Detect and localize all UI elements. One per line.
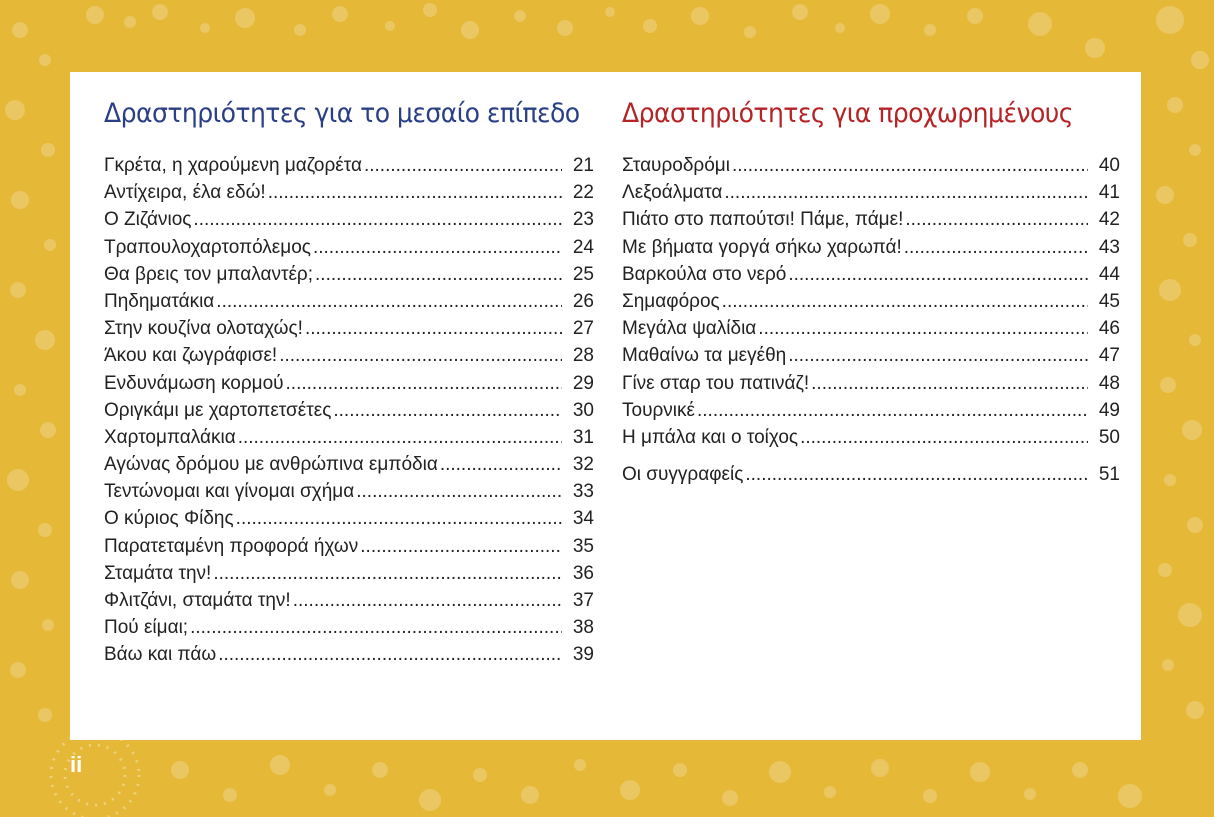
toc-dot-leader (311, 234, 562, 261)
toc-dot-leader (722, 179, 1088, 206)
toc-entry (104, 234, 594, 261)
toc-entry-title: Ο Ζιζάνιος (104, 209, 192, 231)
toc-dot-leader (234, 505, 562, 532)
toc-entry (622, 461, 1120, 488)
toc-dot-leader (236, 424, 562, 451)
left-toc-list (104, 152, 594, 669)
toc-entry-title: Τεντώνομαι και γίνομαι σχήμα (104, 481, 355, 503)
toc-entry-title: Ενδυνάμωση κορμού (104, 372, 284, 394)
toc-dot-leader (214, 288, 562, 315)
toc-entry-page: 21 (572, 155, 594, 176)
toc-entry-page: 41 (1098, 182, 1120, 204)
toc-entry (622, 315, 1120, 342)
toc-entry-title: Σημαφόρος (622, 290, 720, 312)
toc-entry (104, 587, 594, 614)
toc-entry-page: 30 (572, 399, 594, 421)
toc-dot-leader (291, 587, 562, 614)
toc-entry-title: Ο κύριος Φίδης (104, 508, 234, 530)
table-of-contents-card (70, 72, 1141, 740)
toc-dot-leader (216, 641, 562, 668)
toc-dot-leader (695, 397, 1088, 424)
toc-entry-title: Πιάτο στο παπούτσι! Πάμε, πάμε! (622, 209, 904, 231)
toc-entry (104, 370, 594, 397)
toc-entry (104, 424, 594, 451)
toc-dot-leader (277, 342, 562, 369)
toc-entry (622, 370, 1120, 397)
toc-entry-title: Σταμάτα την! (104, 562, 212, 584)
toc-entry (104, 206, 594, 233)
toc-entry-page: 25 (572, 263, 594, 285)
toc-entry-page: 31 (572, 426, 594, 448)
toc-entry-page: 28 (572, 345, 594, 367)
toc-entry-title: Πού είμαι; (104, 617, 189, 639)
toc-entry (104, 342, 594, 369)
toc-entry-title: Οι συγγραφείς (622, 464, 744, 486)
toc-entry-title: Τραπουλοχαρτοπόλεμος (104, 236, 311, 258)
toc-entry-title: Γίνε σταρ του πατινάζ! (622, 372, 810, 394)
toc-entry (622, 288, 1120, 315)
toc-entry (104, 451, 594, 478)
toc-entry-title: Βάω και πάω (104, 644, 217, 666)
toc-entry (104, 261, 594, 288)
toc-entry-title: Μαθαίνω τα μεγέθη (622, 345, 787, 367)
toc-dot-leader (902, 234, 1088, 261)
toc-entry (104, 505, 594, 532)
toc-dot-leader (266, 179, 562, 206)
toc-dot-leader (211, 560, 562, 587)
toc-entry (622, 261, 1120, 288)
toc-entry-title: Οριγκάμι με χαρτοπετσέτες (104, 399, 332, 421)
toc-entry-title: Τουρνικέ (622, 399, 695, 421)
toc-entry-title: Στην κουζίνα ολοταχώς! (104, 318, 303, 340)
toc-entry-page: 44 (1098, 263, 1120, 285)
toc-dot-leader (354, 478, 562, 505)
toc-dot-leader (313, 261, 562, 288)
toc-entry-page: 36 (572, 562, 594, 584)
toc-entry (622, 342, 1120, 369)
toc-entry (104, 152, 594, 179)
toc-entry-page: 27 (572, 318, 594, 340)
toc-entry-title: Πηδηματάκια (104, 290, 215, 312)
toc-dot-leader (191, 206, 562, 233)
toc-entry-page: 50 (1098, 426, 1120, 448)
toc-entry-title: Παρατεταμένη προφορά ήχων (104, 535, 359, 557)
toc-entry (622, 152, 1120, 179)
toc-entry-page: 23 (572, 209, 594, 231)
toc-entry-title: Βαρκούλα στο νερό (622, 263, 787, 285)
toc-entry-page: 34 (572, 508, 594, 530)
toc-dot-leader (756, 315, 1088, 342)
toc-entry (104, 533, 594, 560)
toc-entry-page: 49 (1098, 399, 1120, 421)
toc-dot-leader (438, 451, 562, 478)
toc-entry (622, 206, 1120, 233)
toc-entry-title: Χαρτομπαλάκια (104, 426, 236, 448)
toc-dot-leader (358, 533, 562, 560)
toc-dot-leader (809, 370, 1088, 397)
toc-dot-leader (362, 152, 562, 179)
toc-entry (104, 179, 594, 206)
toc-dot-leader (786, 342, 1088, 369)
toc-dot-leader (303, 315, 562, 342)
toc-entry (622, 397, 1120, 424)
right-toc-list (622, 152, 1120, 488)
toc-entry-page: 45 (1098, 290, 1120, 312)
toc-entry-page: 46 (1098, 318, 1120, 340)
toc-entry-page: 33 (572, 481, 594, 503)
toc-entry-page: 51 (1098, 464, 1120, 486)
toc-entry-title: Φλιτζάνι, σταμάτα την! (104, 590, 291, 611)
toc-entry-title: Λεξοάλματα (622, 182, 723, 204)
toc-entry-page: 38 (572, 617, 594, 639)
toc-dot-leader (786, 261, 1088, 288)
toc-entry-page: 42 (1098, 209, 1120, 231)
toc-entry-page: 29 (572, 372, 594, 394)
toc-entry (104, 478, 594, 505)
toc-entry-title: Γκρέτα, η χαρούμενη μαζορέτα (104, 155, 362, 176)
toc-entry (104, 614, 594, 641)
toc-dot-leader (730, 152, 1088, 179)
toc-entry (104, 641, 594, 668)
toc-dot-leader (743, 461, 1088, 488)
toc-dot-leader (331, 397, 562, 424)
toc-entry-page: 39 (572, 644, 594, 666)
right-column-heading: Δραστηριότητες για προχωρημένους (622, 98, 1073, 129)
toc-entry-title: Με βήματα γοργά σήκω χαρωπά! (622, 236, 902, 258)
toc-dot-leader (284, 370, 562, 397)
toc-entry (622, 234, 1120, 261)
toc-entry-page: 22 (572, 182, 594, 204)
toc-entry-title: Μεγάλα ψαλίδια (622, 318, 757, 340)
page-number: ii (70, 752, 83, 777)
toc-entry (104, 315, 594, 342)
toc-entry-title: Η μπάλα και ο τοίχος (622, 426, 799, 448)
toc-entry-page: 37 (572, 590, 594, 611)
toc-entry-page: 24 (572, 236, 594, 258)
toc-dot-leader (903, 206, 1088, 233)
toc-entry-page: 48 (1098, 372, 1120, 394)
toc-entry (622, 424, 1120, 451)
toc-entry-title: Θα βρεις τον μπαλαντέρ; (104, 263, 314, 285)
toc-dot-leader (188, 614, 562, 641)
toc-entry-page: 32 (572, 454, 594, 476)
toc-entry-page: 26 (572, 290, 594, 312)
toc-entry-title: Σταυροδρόμι (622, 155, 730, 176)
toc-entry (622, 179, 1120, 206)
toc-entry-page: 40 (1098, 155, 1120, 176)
toc-dot-leader (798, 424, 1088, 451)
toc-entry (104, 397, 594, 424)
toc-dot-leader (720, 288, 1088, 315)
toc-entry-title: Αγώνας δρόμου με ανθρώπινα εμπόδια (104, 454, 438, 476)
toc-entry (104, 560, 594, 587)
toc-entry (104, 288, 594, 315)
toc-entry-page: 47 (1098, 345, 1120, 367)
toc-entry-title: Αντίχειρα, έλα εδώ! (104, 182, 266, 204)
toc-entry-page: 43 (1098, 236, 1120, 258)
toc-entry-title: Άκου και ζωγράφισε! (104, 345, 278, 367)
left-column-heading: Δραστηριότητες για το μεσαίο επίπεδο (104, 98, 580, 129)
toc-entry-page: 35 (572, 535, 594, 557)
